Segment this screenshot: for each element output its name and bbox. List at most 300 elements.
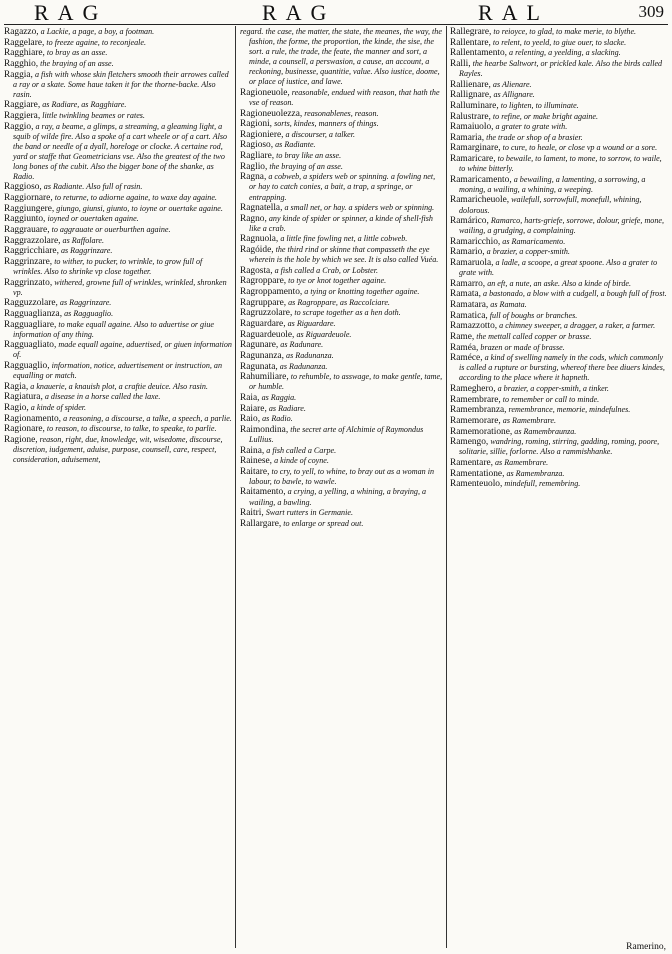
dictionary-entry <box>4 340 232 360</box>
definition: sorts, kindes, manners of things. <box>274 119 379 129</box>
dictionary-entry <box>450 279 668 289</box>
definition: to relent, to yeeld, to giue ouer, to slacke. <box>492 37 627 47</box>
dictionary-entry <box>450 458 668 468</box>
definition: a crying, a yelling, a whining, a braying, a wailing, a bawling. <box>249 487 427 507</box>
headword: Ramentare, <box>450 457 493 468</box>
headword: Raglio, <box>240 161 268 172</box>
running-header <box>0 0 672 25</box>
headword: Ramarginare, <box>450 143 501 154</box>
definition: as Ragroppare, as Raccolciare. <box>288 297 390 307</box>
headword: Rallienare, <box>450 79 491 90</box>
definition: a small net, or hay. a spiders web or spinning. <box>284 203 435 213</box>
dictionary-entry <box>240 287 443 297</box>
definition: brazen or made of brasse. <box>480 342 565 352</box>
definition: as Ramembrare. <box>494 457 549 467</box>
headword: Ramarro, <box>450 278 486 289</box>
headword: Ramatara, <box>450 300 489 311</box>
headword: Raggricchiare, <box>4 246 59 257</box>
headword: Ramatica, <box>450 310 488 321</box>
definition: to bray like an asse. <box>276 151 342 161</box>
definition: to refine, or make bright againe. <box>492 111 599 121</box>
headword: Ragguaglianza, <box>4 308 63 319</box>
definition: a little fine fowling net, a little cobweb. <box>280 234 408 244</box>
definition: as Raggrinzare. <box>60 246 113 256</box>
definition: a chimney sweeper, a dragger, a raker, a farmer. <box>499 321 656 331</box>
headword: Ramaricchio, <box>450 236 501 247</box>
definition: as Radiare. <box>268 403 306 413</box>
headword: Ragioni, <box>240 119 273 130</box>
dictionary-entry <box>450 133 668 143</box>
headword: Ramaruola, <box>450 258 494 269</box>
dictionary-entry <box>450 237 668 247</box>
headword: Ragroppare, <box>240 276 287 287</box>
headword: Ralluminare, <box>450 100 499 111</box>
definition: a bastonado, a blow with a cudgell, a bough full of frost. <box>483 289 667 299</box>
definition: wailefull, sorrowfull, monefull, whining, dolorous. <box>459 195 642 215</box>
dictionary-entry <box>450 332 668 342</box>
headword: Ramemorare, <box>450 415 501 426</box>
headword: Raggrinzato, <box>4 277 53 288</box>
definition: as Ragguaglio. <box>64 308 114 318</box>
dictionary-entry <box>450 247 668 257</box>
headword: Raio, <box>240 414 261 425</box>
headword: Rameghero, <box>450 384 496 395</box>
dictionary-entry <box>450 216 668 236</box>
dictionary-entry <box>240 467 443 487</box>
dictionary-entry <box>4 382 232 392</box>
headword: Ramazzotto, <box>450 321 498 332</box>
headword: Ragionamento, <box>4 413 62 424</box>
dictionary-entry <box>4 70 232 100</box>
dictionary-entry <box>4 435 232 465</box>
definition: to aggrauate or ouerburthen againe. <box>51 225 171 235</box>
dictionary-entry <box>4 320 232 340</box>
headword: Ramengo, <box>450 437 489 448</box>
header-center: RAG <box>262 0 336 25</box>
definition: remembrance, memorie, mindefulnes. <box>508 405 631 415</box>
dictionary-entry <box>4 392 232 402</box>
headword: Ramenteuolo, <box>450 479 503 490</box>
definition: regard. the case, the matter, the state, the meanes, the way, the fashion, the forme, the proportion, the kinde, the sise, the sort. a rule, the trade, the feate, the manner and sort, a minde, a counsell, a perswasion, a cause, an account, a reckoning, businesse, quantitie, value. Also iustice, doome, or place of iustice, and lawe. <box>240 27 442 87</box>
dictionary-entry <box>450 321 668 331</box>
definition: to freeze againe, to reconjeale. <box>46 37 147 47</box>
definition: to remember or call to minde. <box>502 394 600 404</box>
definition: a kinde of spider. <box>30 402 87 412</box>
definition: a fish with whose skin fletchers smooth their arrowes called a ray or a skate. Some haue taken it for the thorne-backe. Also rasin. <box>13 69 229 99</box>
dictionary-entry <box>450 101 668 111</box>
dictionary-entry <box>450 90 668 100</box>
dictionary-entry <box>450 258 668 278</box>
headword: Ragnatella, <box>240 203 283 214</box>
definition: a reasoning, a discourse, a talke, a speech, a parlie. <box>63 413 232 423</box>
definition: as Ramembrare. <box>502 415 556 425</box>
definition: to wither, to pucker, to wrinkle, to grow full of wrinkles. Also to shrinke vp close together. <box>13 256 203 276</box>
column-divider <box>235 26 236 948</box>
definition: a brazier, a copper-smith. <box>486 247 570 257</box>
dictionary-entry <box>450 343 668 353</box>
headword: Ragunata, <box>240 361 278 372</box>
dictionary-entry <box>4 361 232 381</box>
definition: a bewailing, a lamenting, a sorrowing, a moning, a wailing, a whining, a weeping. <box>459 174 646 194</box>
headword: Ralustrare, <box>450 111 491 122</box>
dictionary-entry <box>240 109 443 119</box>
definition: reasonable, endued with reason, that hath the vse of reason. <box>249 87 440 107</box>
definition: the secret arte of Alchimie of Raymondus Lullius. <box>249 424 424 444</box>
dictionary-entry <box>4 48 232 58</box>
header-right: RAL <box>478 0 549 25</box>
definition: information, notice, aduertisement or instruction, an equalling or match. <box>13 360 223 381</box>
definition: as Alienare. <box>492 79 532 89</box>
headword: Ramata, <box>450 289 481 300</box>
dictionary-entry <box>4 204 232 214</box>
headword: Ramemoratione, <box>450 426 513 437</box>
headword: Ragroppamento, <box>240 287 303 298</box>
headword: Ramaricamento, <box>450 174 512 185</box>
headword: Raia, <box>240 392 260 403</box>
definition: a relenting, a yeelding, a slacking. <box>509 48 621 58</box>
dictionary-entry <box>240 351 443 361</box>
definition: a fish called a Carpe. <box>266 445 337 455</box>
dictionary-entry <box>240 234 443 244</box>
headword: Ragionare, <box>4 424 45 435</box>
definition: an eft, a nute, an aske. Also a kinde of birde. <box>487 278 632 288</box>
headword: Ragghio, <box>4 58 39 69</box>
definition: a cobweb, a spiders web or spinning. a fowling net, or hay to catch conies, a bait, a trap, a springe, or entrapping. <box>249 172 436 202</box>
dictionary-entry <box>240 140 443 150</box>
dictionary-entry <box>450 405 668 415</box>
definition: the mettall called copper or brasse. <box>476 332 592 342</box>
definition: ioyned or ouertaken againe. <box>47 214 139 224</box>
definition: a fish called a Crab, or Lobster. <box>274 265 379 275</box>
dictionary-column-1 <box>4 27 232 947</box>
dictionary-entry <box>4 214 232 224</box>
dictionary-entry <box>240 446 443 456</box>
headword: Ragguaglio, <box>4 360 50 371</box>
headword: Ramaricare, <box>450 154 496 165</box>
headword: Raggrazzolare, <box>4 235 61 246</box>
headword: Ragio, <box>4 402 29 413</box>
dictionary-entry <box>450 289 668 299</box>
dictionary-entry <box>240 308 443 318</box>
definition: Swart rutters in Germanie. <box>265 508 353 518</box>
dictionary-entry <box>450 469 668 479</box>
dictionary-entry <box>450 353 668 383</box>
dictionary-entry <box>4 193 232 203</box>
headword: Raggio, <box>4 121 34 132</box>
dictionary-entry <box>4 278 232 298</box>
definition: a kind of swelling namely in the cods, which commonly is called a rupture or bursting, whereof there bee diuers kindes, according to the place where it hapneth. <box>459 353 665 383</box>
dictionary-entry <box>450 479 668 489</box>
headword: Raggiungere, <box>4 203 55 214</box>
headword: Ragioniere, <box>240 129 284 140</box>
headword: Ragruzzolare, <box>240 308 293 319</box>
dictionary-entry <box>240 508 443 518</box>
dictionary-entry <box>240 27 443 87</box>
definition: as Allignare. <box>493 90 535 100</box>
definition: a tying or knotting together againe. <box>304 287 420 297</box>
definition: to enlarge or spread out. <box>283 518 364 528</box>
definition: a Lackie, a page, a boy, a footman. <box>40 27 155 36</box>
dictionary-entry <box>4 424 232 434</box>
dictionary-entry <box>240 203 443 213</box>
headword: Raitri, <box>240 508 264 519</box>
headword: Raméa, <box>450 342 479 353</box>
dictionary-entry <box>450 175 668 195</box>
headword: Raggia, <box>4 69 33 80</box>
headword: Rallentamento, <box>450 48 508 59</box>
headword: Raggiunto, <box>4 214 46 225</box>
definition: as Riguardare. <box>287 319 336 328</box>
dictionary-entry <box>450 437 668 457</box>
headword: Rahumiliare, <box>240 372 289 383</box>
definition: to cure, to heale, or close vp a wound or a sore. <box>502 143 658 153</box>
dictionary-entry <box>4 38 232 48</box>
definition: to make equall againe. Also to aduertise or giue information of any thing. <box>13 319 214 339</box>
dictionary-entry <box>240 172 443 202</box>
definition: withered, growne full of wrinkles, wrinkled, shronken vp. <box>13 277 227 297</box>
dictionary-entry <box>450 112 668 122</box>
definition: to bewaile, to lament, to mone, to sorrow, to waile, to whine bitterly. <box>459 154 662 174</box>
definition: a ladle, a scoope, a great spoone. Also a grater to grate with. <box>459 258 658 278</box>
dictionary-entry <box>240 266 443 276</box>
definition: made equall againe, aduertised, or giuen information of. <box>13 340 232 360</box>
dictionary-entry <box>240 298 443 308</box>
headword: Ragno, <box>240 213 267 224</box>
headword: Ragione, <box>4 434 38 445</box>
dictionary-entry <box>240 519 443 529</box>
page-number: 309 <box>638 2 664 21</box>
headword: Raina, <box>240 445 265 456</box>
definition: as Ramata. <box>490 300 527 310</box>
definition: the trade or shop of a brasier. <box>486 132 583 142</box>
headword: Rame, <box>450 332 475 343</box>
definition: as Raggia. <box>261 392 297 402</box>
headword: Rainese, <box>240 456 273 467</box>
definition: as Ramaricamento. <box>502 236 566 246</box>
headword: Raguardare, <box>240 319 286 329</box>
headword: Raggrinzare, <box>4 256 53 267</box>
headword: Rallentare, <box>450 37 491 48</box>
definition: to rehumble, to asswage, to make gentle, tame, or humble. <box>249 372 443 392</box>
headword: Raggrauare, <box>4 225 50 236</box>
definition: as Radiante. Also full of rasin. <box>43 182 143 192</box>
definition: full of boughs or branches. <box>489 310 578 320</box>
dictionary-entry <box>450 27 668 37</box>
dictionary-column-3 <box>450 27 668 947</box>
column-divider <box>446 26 447 948</box>
definition: a disease in a horse called the laxe. <box>44 392 161 402</box>
headword: Raggiera, <box>4 110 41 121</box>
dictionary-entry <box>240 151 443 161</box>
headword: Raggiornare, <box>4 193 53 204</box>
dictionary-entry <box>450 395 668 405</box>
headword: Ragna, <box>240 172 267 183</box>
headword: Rallegrare, <box>450 27 492 37</box>
definition: a kinde of coyne. <box>274 456 329 466</box>
definition: reasonablenes, reason. <box>304 108 379 118</box>
headword: Raméce, <box>450 353 483 364</box>
dictionary-entry <box>240 340 443 350</box>
definition: to lighten, to illuminate. <box>500 100 579 110</box>
headword: Rallargare, <box>240 518 282 529</box>
definition: to returne, to adiorne againe, to waxe day againe. <box>54 193 217 203</box>
definition: wandring, roming, stirring, gadding, roming, poore, solitarie, sillie, forlorne. Also a rammishhanke. <box>459 437 660 457</box>
headword: Ragguagliato, <box>4 340 57 351</box>
dictionary-entry <box>4 182 232 192</box>
definition: as Ramembraunza. <box>514 426 577 436</box>
headword: Raitamento, <box>240 487 286 498</box>
dictionary-entry <box>240 330 443 340</box>
headword: Ramaria, <box>450 132 485 143</box>
headword: Ragioso, <box>240 140 274 151</box>
definition: to reason, to discourse, to talke, to speake, to parlie. <box>46 424 217 434</box>
headword: Ragazzo, <box>4 27 39 37</box>
headword: Ramembrare, <box>450 394 501 405</box>
definition: as Riguardeuole. <box>296 329 352 339</box>
dictionary-entry <box>240 425 443 445</box>
dictionary-entry <box>4 100 232 110</box>
dictionary-entry <box>240 487 443 507</box>
headword: Raimondina, <box>240 424 289 435</box>
headword: Ragguzzolare, <box>4 298 58 309</box>
dictionary-entry <box>450 59 668 79</box>
dictionary-entry <box>4 236 232 246</box>
definition: mindefull, remembring. <box>504 479 581 489</box>
headword: Raggiare, <box>4 100 41 111</box>
headword: Ragnuola, <box>240 234 279 245</box>
headword: Ragóide, <box>240 245 274 256</box>
headword: Ramaiuolo, <box>450 122 494 133</box>
dictionary-entry <box>240 88 443 108</box>
definition: giungo, giunsi, giunto, to ioyne or ouertake againe. <box>56 203 223 213</box>
headword: Rallignare, <box>450 90 492 101</box>
definition: Ramarco, harts-griefe, sorrowe, dolour, griefe, mone, wailing, a grudging, a complaining. <box>459 216 665 236</box>
headword: Ramembranza, <box>450 405 507 416</box>
header-left: RAG <box>34 0 108 25</box>
definition: to cry, to yell, to whine, to bray out as a woman in labour, to bawle, to wawle. <box>249 466 434 486</box>
definition: the third rind or skinne that compasseth the eye wherein is the hole by which we see. It is also called Vuéa. <box>249 245 439 265</box>
headword: Raitare, <box>240 466 270 477</box>
dictionary-entry <box>4 403 232 413</box>
dictionary-entry <box>450 195 668 215</box>
dictionary-entry <box>240 404 443 414</box>
headword: Ralli, <box>450 58 471 69</box>
headword: Ragunanza, <box>240 350 284 361</box>
headword: Ramario, <box>450 247 485 258</box>
dictionary-entry <box>240 245 443 265</box>
headword: Raggioso, <box>4 182 42 193</box>
dictionary-entry <box>4 298 232 308</box>
definition: a knauerie, a knauish plot, a craftie deuice. Also rasin. <box>30 381 208 391</box>
dictionary-entry <box>4 414 232 424</box>
dictionary-entry <box>450 154 668 174</box>
dictionary-entry <box>450 48 668 58</box>
dictionary-entry <box>450 80 668 90</box>
definition: as Radiante. <box>275 140 316 150</box>
headword: Ramaricheuole, <box>450 195 510 206</box>
definition: little twinkling beames or rates. <box>42 110 145 120</box>
headword: Ragosta, <box>240 265 273 276</box>
dictionary-entry <box>240 362 443 372</box>
headword: Ragioneuolezza, <box>240 108 303 119</box>
dictionary-entry <box>4 225 232 235</box>
headword: Ragunare, <box>240 340 279 351</box>
dictionary-entry <box>240 372 443 392</box>
dictionary-column-2 <box>240 27 443 947</box>
headword: Ragiatura, <box>4 392 43 403</box>
definition: as Radunanza. <box>279 361 328 371</box>
dictionary-entry <box>240 214 443 234</box>
headword: Ragia, <box>4 381 29 392</box>
dictionary-entry <box>240 130 443 140</box>
definition: a brazier, a copper-smith, a tinker. <box>497 384 609 394</box>
headword: Ragguagliare, <box>4 319 57 330</box>
dictionary-entry <box>240 456 443 466</box>
headword: Ragruppare, <box>240 297 287 308</box>
definition: the braying of an asse. <box>269 161 343 171</box>
dictionary-entry <box>450 38 668 48</box>
definition: as Radiare, as Ragghiare. <box>42 100 127 110</box>
dictionary-entry <box>4 111 232 121</box>
dictionary-entry <box>450 311 668 321</box>
dictionary-entry <box>4 257 232 277</box>
dictionary-entry <box>450 384 668 394</box>
header-rule <box>4 24 668 25</box>
definition: the hearbe Saltwort, or prickled kale. Also the birds called Rayles. <box>459 58 663 78</box>
definition: a discourser, a talker. <box>285 129 355 139</box>
definition: to bray as an asse. <box>46 48 108 58</box>
headword: Ragioneuole, <box>240 87 290 98</box>
definition: as Radunare. <box>280 340 324 350</box>
dictionary-entry <box>240 119 443 129</box>
dictionary-entry <box>450 416 668 426</box>
definition: as Radunanza. <box>286 350 334 360</box>
dictionary-entry <box>4 27 232 37</box>
dictionary-entry <box>450 300 668 310</box>
definition: the braying of an asse. <box>40 58 114 68</box>
headword: Ragliare, <box>240 151 275 162</box>
headword: Raggelare, <box>4 37 45 48</box>
dictionary-entry <box>4 246 232 256</box>
headword: Raguardeuole, <box>240 329 295 340</box>
definition: a ray, a beame, a glimps, a streaming, a gleaming light, a squib of wilde fire. Also a spoke of a cart wheele or of a cart. Also the band or needle of a dyall, horeloge or clocke. A certaine rod, yard or staffe that Geometricians vse. Also the greatest of the two long bones of the cubit. Also the bigger bone of the shanke, as Radio. <box>13 121 228 181</box>
dictionary-entry <box>240 162 443 172</box>
catchword: Ramerino, <box>626 942 666 952</box>
headword: Ragghiare, <box>4 48 45 59</box>
headword: Raiare, <box>240 403 267 414</box>
dictionary-entry <box>4 59 232 69</box>
definition: to tye or knot together againe. <box>288 276 387 286</box>
definition: as Radio. <box>262 414 293 424</box>
dictionary-entry <box>240 276 443 286</box>
definition: a grater to grate with. <box>495 122 568 132</box>
dictionary-entry <box>450 143 668 153</box>
dictionary-entry <box>240 393 443 403</box>
definition: as Raffolare. <box>62 235 105 245</box>
dictionary-entry <box>4 122 232 182</box>
dictionary-entry <box>450 427 668 437</box>
definition: to scrape together as a hen doth. <box>294 308 401 318</box>
dictionary-entry <box>4 309 232 319</box>
dictionary-entry <box>450 122 668 132</box>
definition: to reioyce, to glad, to make merie, to blythe. <box>493 27 637 36</box>
definition: any kinde of spider or spinner, a kinde of shell-fish like a crab. <box>249 213 433 233</box>
definition: as Ramembranza. <box>506 468 565 478</box>
definition: as Raggrinzare. <box>59 298 112 308</box>
dictionary-entry <box>240 414 443 424</box>
headword: Ramárico, <box>450 216 489 227</box>
definition: reason, right, due, knowledge, wit, wisedome, discourse, discretion, iudgement, aduise, purpose, counsell, care, respect, consideration, aduisement, <box>13 434 223 464</box>
